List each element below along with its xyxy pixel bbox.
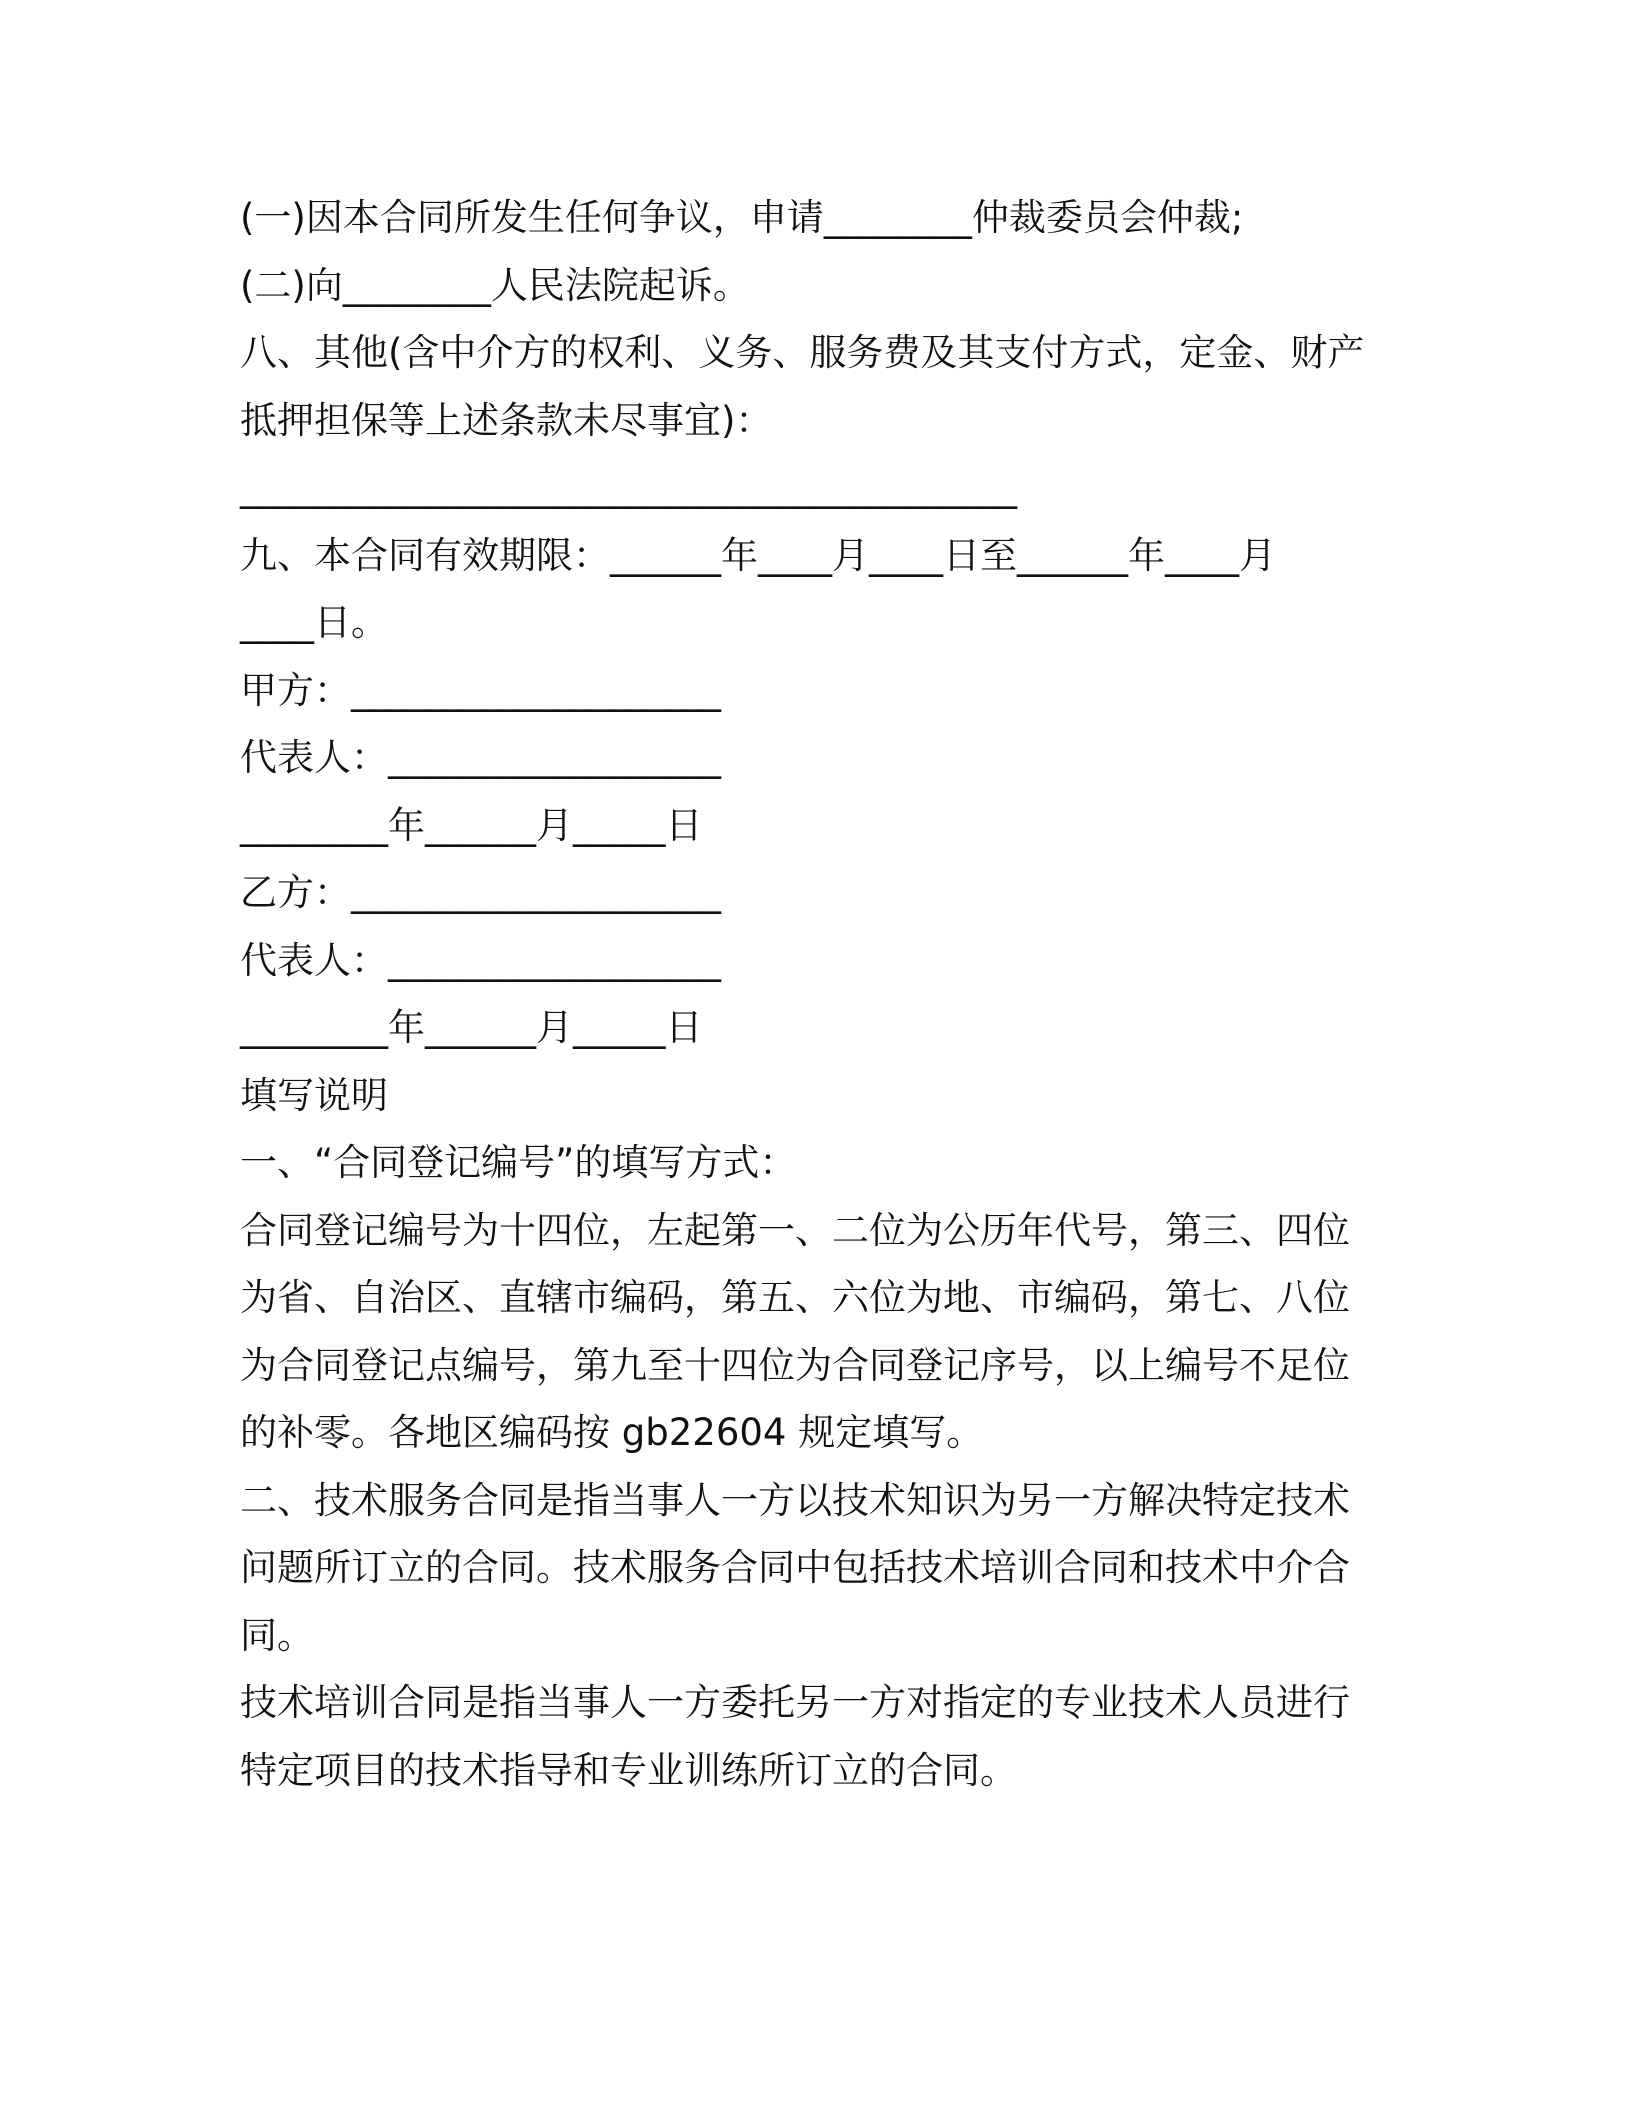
party-a-representative: 代表人：__________________	[240, 736, 721, 779]
party-b-line: 乙方：____________________	[240, 871, 721, 914]
instructions-item-1-heading: 一、“合同登记编号”的填写方式：	[240, 1141, 797, 1184]
clause-other-blank: __________________________________________	[240, 466, 1017, 509]
instructions-item-2-text: 同。	[240, 1613, 314, 1657]
instructions-heading: 填写说明	[240, 1073, 388, 1117]
instructions-item-1-text: 合同登记编号为十四位，左起第一、二位为公历年代号，第三、四位	[240, 1208, 1350, 1252]
clause-validity-period: 九、本合同有效期限：______年____月____日至______年____月	[240, 533, 1276, 577]
instructions-item-2-text: 问题所订立的合同。技术服务合同中包括技术培训合同和技术中介合	[240, 1546, 1350, 1589]
clause-other-heading: 八、其他(含中介方的权利、义务、服务费及其支付方式，定金、财产	[240, 331, 1365, 374]
clause-other-heading-cont: 抵押担保等上述条款未尽事宜)：	[240, 398, 773, 442]
instructions-item-1-text: 为省、自治区、直辖市编码，第五、六位为地、市编码，第七、八位	[240, 1276, 1350, 1319]
party-a-date: ________年______月_____日	[240, 803, 703, 847]
instructions-item-2-text: 二、技术服务合同是指当事人一方以技术知识为另一方解决特定技术	[240, 1478, 1350, 1522]
document-body	[240, 184, 1390, 1804]
party-b-date: ________年______月_____日	[240, 1006, 703, 1049]
training-contract-definition: 特定项目的技术指导和专业训练所订立的合同。	[240, 1748, 1017, 1792]
party-a-line: 甲方：____________________	[240, 668, 721, 712]
clause-validity-period-cont: ____日。	[240, 601, 388, 644]
clause-dispute-arbitration: (一)因本合同所发生任何争议，申请________仲裁委员会仲裁;	[240, 196, 1244, 239]
clause-dispute-court: (二)向________人民法院起诉。	[240, 263, 750, 307]
training-contract-definition: 技术培训合同是指当事人一方委托另一方对指定的专业技术人员进行	[240, 1681, 1350, 1724]
instructions-item-1-text: 的补零。各地区编码按 gb22604 规定填写。	[240, 1411, 984, 1454]
party-b-representative: 代表人：__________________	[240, 938, 721, 982]
instructions-item-1-text: 为合同登记点编号，第九至十四位为合同登记序号，以上编号不足位	[240, 1343, 1350, 1387]
